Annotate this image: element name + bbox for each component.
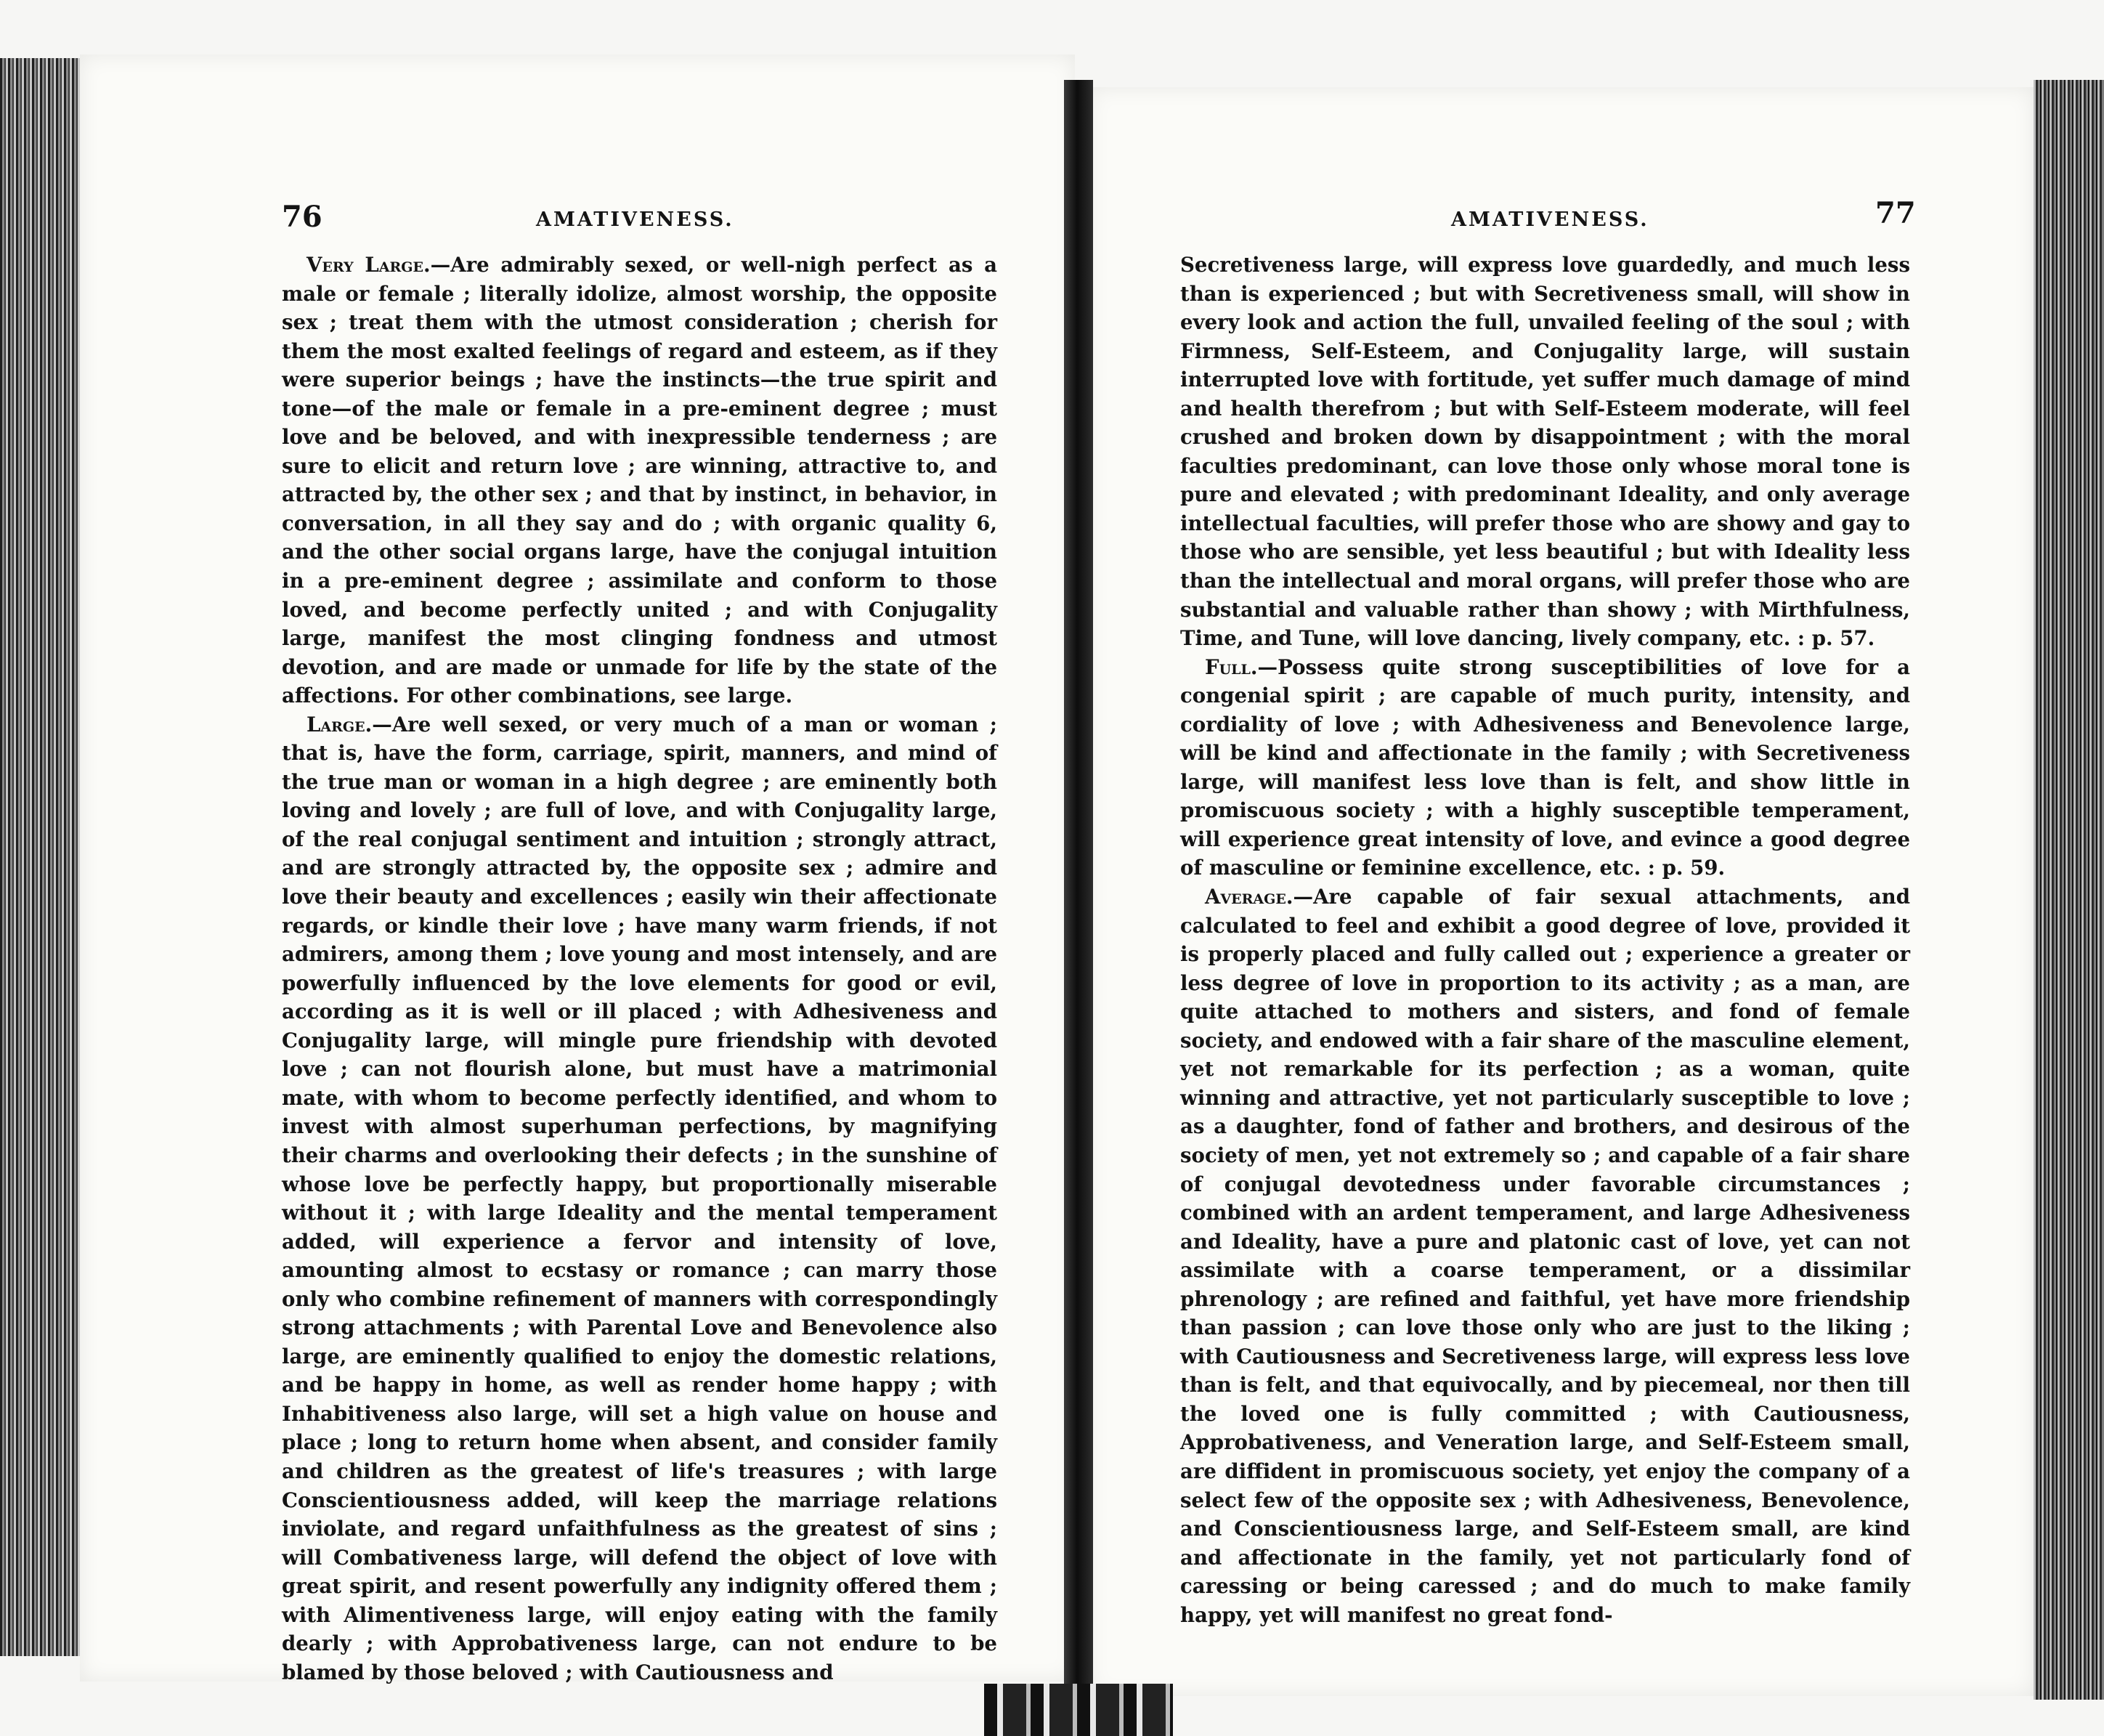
paragraph-continued bbox=[1180, 251, 1910, 653]
paragraph-body: Secretiveness large, will express love guardedly, and much less than is experienced ; but with Secretiveness small, will show in every look and action the full, unvailed feeling of the soul ; with Firmness, Self-Esteem, and Conjugality large, will sustain interrupted love with fortitude, yet suffer much damage of mind and health therefrom ; but with Self-Esteem moderate, will feel crushed and broken down by disappointment ; with the moral faculties predominant, can love those only whose moral tone is pure and elevated ; with predominant Ideality, and only average intellectual faculties, will prefer those who are showy and gay to those who are sensible, yet less beautiful ; but with Ideality less than the intellectual and moral organs, will prefer those who are substantial and valuable rather than showy ; with Mirthfulness, Time, and Tune, will love dancing, lively company, etc. : p. 57. bbox=[1180, 253, 1910, 651]
paragraph-heading: Large. bbox=[306, 712, 373, 737]
left-running-title: AMATIVENESS. bbox=[536, 208, 734, 231]
right-page-number: 77 bbox=[1875, 196, 1916, 230]
paragraph-body: —Are admirably sexed, or well-nigh perfect as a male or female ; literally idolize, almost worship, the opposite sex ; treat them with the utmost consideration ; cherish for them the most exalted feelings of regard and esteem, as if they were superior beings ; have the instincts—the true spirit and tone—of the male or female in a pre-eminent degree ; must love and be beloved, and with inexpressible tenderness ; are sure to elicit and return love ; are winning, attractive to, and attracted by, the other sex ; and that by instinct, in behavior, in conversation, in all they say and do ; with organic quality 6, and the other social organs large, have the conjugal intuition in a pre-eminent degree ; assimilate and conform to those loved, and become perfectly united ; and with Conjugality large, manifest the most clinging fondness and utmost devotion, and are made or unmade for life by the state of the affections. For other combinations, see large. bbox=[282, 253, 997, 708]
paragraph-very-large bbox=[282, 251, 997, 710]
left-page-text bbox=[282, 251, 997, 1687]
paragraph-heading: Average. bbox=[1205, 885, 1293, 909]
scan-binding-mark bbox=[984, 1684, 1173, 1736]
left-page-edges bbox=[0, 58, 80, 1656]
paragraph-average bbox=[1180, 883, 1910, 1629]
right-page-edges bbox=[2034, 80, 2104, 1700]
paragraph-full bbox=[1180, 653, 1910, 883]
left-page-number: 76 bbox=[282, 200, 322, 234]
paragraph-large bbox=[282, 710, 997, 1687]
paragraph-body: —Are well sexed, or very much of a man or woman ; that is, have the form, carriage, spirit, manners, and mind of the true man or woman in a high degree ; are eminently both loving and lovely ; are full of love, and with Conjugality large, of the real conjugal sentiment and intuition ; strongly attract, and are strongly attracted by, the opposite sex ; admire and love their beauty and excellences ; easily win their affectionate regards, or kindle their love ; have many warm friends, if not admirers, among them ; love young and most intensely, and are powerfully influenced by the love elements for good or evil, according as it is well or ill placed ; with Adhesiveness and Conjugality large, will mingle pure friendship with devoted love ; can not flourish alone, but must have a matrimonial mate, with whom to become perfectly identified, and whom to invest with almost superhuman perfections, by magnifying their charms and overlooking their defects ; in the sunshine of whose love be perfectly happy, but proportionally miserable without it ; with large Ideality and the mental temperament added, will experience a fervor and intensity of love, amounting almost to ecstasy or romance ; can marry those only who combine refinement of manners with correspondingly strong attachments ; with Parental Love and Benevolence also large, are eminently qualified to enjoy the domestic relations, and be happy in home, as well as render home happy ; with Inhabitiveness also large, will set a high value on house and place ; long to return home when absent, and consider family and children as the greatest of life's treasures ; with large Conscientiousness added, will keep the marriage relations inviolate, and regard unfaithfulness as the greatest of sins ; will Combativeness large, will defend the object of love with great spirit, and resent powerfully any indignity offered them ; with Alimentiveness large, will enjoy eating with the family dearly ; with Approbativeness large, can not endure to be blamed by those beloved ; with Cautiousness and bbox=[282, 712, 997, 1684]
paragraph-body: —Possess quite strong susceptibilities of love for a congenial spirit ; are capable of much purity, intensity, and cordiality of love ; with Adhesiveness and Benevolence large, will be kind and affectionate in the family ; with Secretiveness large, will manifest less love than is felt, and show little in promiscuous society ; with a highly susceptible temperament, will experience great intensity of love, and evince a good degree of masculine or feminine excellence, etc. : p. 59. bbox=[1180, 654, 1910, 880]
right-running-title: AMATIVENESS. bbox=[1451, 208, 1649, 231]
right-page-text bbox=[1180, 251, 1910, 1629]
paragraph-body: —Are capable of fair sexual attachments, and calculated to feel and exhibit a good degree of love, provided it is properly placed and fully called out ; experience a greater or less degree of love in proportion to its activity ; as a man, are quite attached to mothers and sisters, and fond of female society, and endowed with a fair share of the masculine element, yet not remarkable for its perfection ; as a woman, quite winning and attractive, yet not particularly susceptible to love ; as a daughter, fond of father and brothers, and desirous of the society of men, yet not extremely so ; and capable of a fair share of conjugal devotedness under favorable circumstances ; combined with an ardent temperament, and large Adhesiveness and Ideality, have a pure and platonic cast of love, yet can not assimilate with a coarse temperament, or a dissimilar phrenology ; are refined and faithful, yet have more friendship than passion ; can love those only who are just to the liking ; with Cautiousness and Secretiveness large, will express less love than is felt, and that equivocally, and by piecemeal, nor then till the loved one is fully committed ; with Cautiousness, Approbativeness, and Veneration large, and Self-Esteem small, are diffident in promiscuous society, yet enjoy the company of a select few of the opposite sex ; with Adhesiveness, Benevolence, and Conscientiousness large, and Self-Esteem small, are kind and affectionate in the family, yet not particularly fond of caressing or being caressed ; and do much to make family happy, yet will manifest no great fond- bbox=[1180, 885, 1910, 1627]
book-gutter bbox=[1064, 80, 1093, 1692]
paragraph-heading: Very Large. bbox=[306, 253, 431, 277]
paragraph-heading: Full. bbox=[1205, 654, 1258, 679]
